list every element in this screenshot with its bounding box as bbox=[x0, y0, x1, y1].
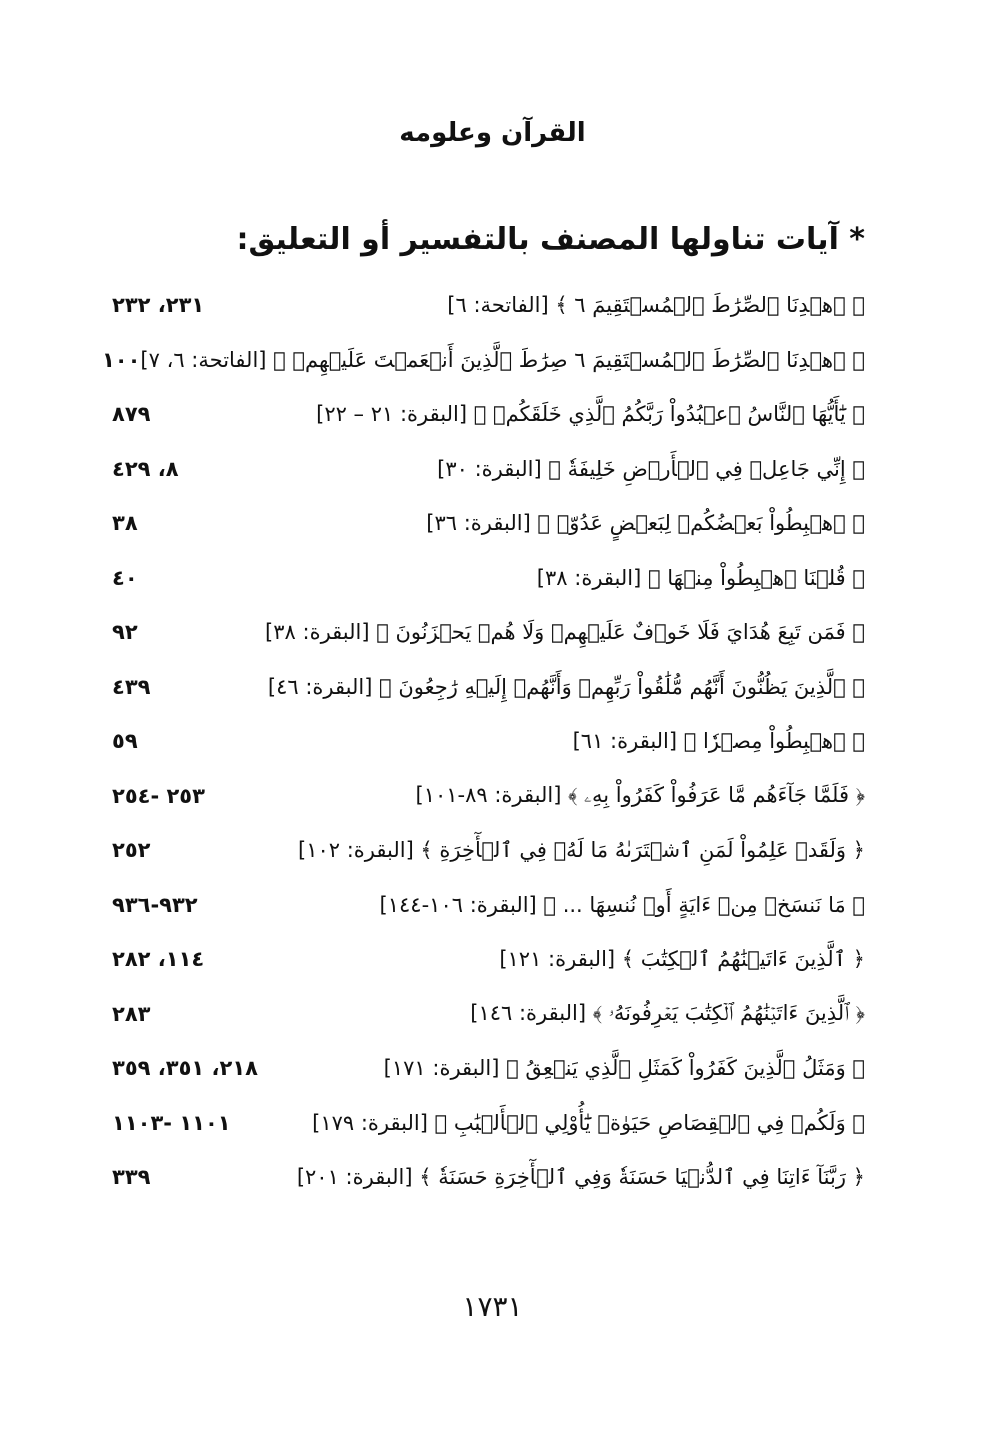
verse-citation: ﴿ ٱهۡدِنَا ٱلصِّرَٰطَ ٱلۡمُسۡتَقِيمَ ٦ ﴾ [الفاتحة: ٦] bbox=[447, 293, 865, 318]
page-references: ١١٤، ٢٨٢ bbox=[112, 947, 205, 972]
verse-index-list bbox=[101, 278, 865, 1205]
index-entry bbox=[112, 496, 865, 551]
index-entry bbox=[112, 714, 865, 769]
verse-citation: ﴿ ٱهۡبِطُواْ مِصۡرٗا ﴾ [البقرة: ٦١] bbox=[572, 729, 865, 754]
index-entry bbox=[112, 442, 865, 497]
page-references: ٤٠ bbox=[112, 565, 138, 590]
page-references: ٣٣٩ bbox=[112, 1165, 151, 1190]
index-entry bbox=[112, 278, 865, 333]
verse-citation: ﴿ فَمَن تَبِعَ هُدَايَ فَلَا خَوۡفٌ عَلَيۡهِمۡ وَلَا هُمۡ يَحۡزَنُونَ ﴾ [البقرة: ٣٨] bbox=[265, 620, 865, 645]
verse-citation: ﴿ رَبَّنَآ ءَاتِنَا فِي ٱلدُّنۡيَا حَسَنَةٗ وَفِي ٱلۡأٓخِرَةِ حَسَنَةٗ ﴾ [البقرة: ٢٠١] bbox=[296, 1165, 865, 1190]
verse-citation: ﴿ قُلۡنَا ٱهۡبِطُواْ مِنۡهَا ﴾ [البقرة: ٣٨] bbox=[536, 565, 865, 590]
verse-citation: ﴿ يَٰٓأَيُّهَا ٱلنَّاسُ ٱعۡبُدُواْ رَبَّكُمُ ٱلَّذِي خَلَقَكُمۡ ﴾ [البقرة: ٢١ – ٢٢] bbox=[316, 402, 865, 427]
verse-citation: ﴿ وَمَثَلُ ٱلَّذِينَ كَفَرُواْ كَمَثَلِ ٱلَّذِي يَنۡعِقُ ﴾ [البقرة: ١٧١] bbox=[383, 1056, 865, 1081]
page-references: ١٠٠ bbox=[101, 347, 141, 372]
verse-citation: ﴿ ٱلَّذِينَ يَظُنُّونَ أَنَّهُم مُّلَٰقُواْ رَبِّهِمۡ وَأَنَّهُمۡ إِلَيۡهِ رَٰجِعُونَ ﴾ [البقرة: ٤٦] bbox=[267, 674, 865, 699]
verse-citation: ﴿ ٱلَّذِينَ ءَاتَيۡنَٰهُمُ ٱلۡكِتَٰبَ ﴾ [البقرة: ١٢١] bbox=[499, 947, 865, 972]
page-references: ٢٣١، ٢٣٢ bbox=[112, 293, 205, 318]
page-references: ٩٢ bbox=[112, 620, 138, 645]
page-references: ٢١٨، ٣٥١، ٣٥٩ bbox=[112, 1056, 258, 1081]
page-references: ٨٧٩ bbox=[112, 402, 151, 427]
index-entry bbox=[112, 1150, 865, 1205]
verse-citation: ﴿ فَلَمَّا جَآءَهُم مَّا عَرَفُواْ كَفَرُواْ بِهِۦ ﴾ [البقرة: ٨٩-١٠١] bbox=[415, 783, 865, 808]
index-entry bbox=[101, 333, 865, 388]
index-entry bbox=[112, 823, 865, 878]
page-references: ٢٥٢ bbox=[112, 838, 151, 863]
page-number: ١٧٣١ bbox=[462, 1290, 523, 1323]
page-references: ٤٣٩ bbox=[112, 674, 151, 699]
verse-citation: ﴿ مَا نَنسَخۡ مِنۡ ءَايَةٍ أَوۡ نُنسِهَا ... ﴾ [البقرة: ١٠٦-١٤٤] bbox=[379, 892, 865, 917]
page-references: ٢٨٣ bbox=[112, 1001, 151, 1026]
index-entry bbox=[112, 387, 865, 442]
running-header: القرآن وعلومه bbox=[399, 118, 586, 148]
verse-citation: ﴿ إِنِّي جَاعِلٞ فِي ٱلۡأَرۡضِ خَلِيفَةٗ ﴾ [البقرة: ٣٠] bbox=[437, 456, 865, 481]
page-references: ١١٠١ -١١٠٣ bbox=[112, 1110, 231, 1135]
verse-citation: ﴿ ٱهۡبِطُواْ بَعۡضُكُمۡ لِبَعۡضٍ عَدُوّٞ ﴾ [البقرة: ٣٦] bbox=[426, 511, 865, 536]
index-entry bbox=[112, 878, 865, 933]
verse-citation: ﴿ وَلَقَدۡ عَلِمُواْ لَمَنِ ٱشۡتَرَىٰهُ مَا لَهُۥ فِي ٱلۡأٓخِرَةِ ﴾ [البقرة: ١٠٢] bbox=[297, 838, 865, 863]
page-references: ٩٣٢-٩٣٦ bbox=[112, 892, 198, 917]
page-references: ٣٨ bbox=[112, 511, 138, 536]
verse-citation: ﴿ ٱهۡدِنَا ٱلصِّرَٰطَ ٱلۡمُسۡتَقِيمَ ٦ صِرَٰطَ ٱلَّذِينَ أَنۡعَمۡتَ عَلَيۡهِمۡ ﴾ [الفاتحة: ٦، ٧] bbox=[140, 347, 865, 372]
index-entry bbox=[112, 769, 865, 824]
index-entry bbox=[112, 551, 865, 606]
verse-citation: ﴿ ٱلَّذِينَ ءَاتَيۡنَٰهُمُ ٱلۡكِتَٰبَ يَعۡرِفُونَهُۥ ﴾ [البقرة: ١٤٦] bbox=[470, 1001, 865, 1026]
index-entry bbox=[112, 1041, 865, 1096]
index-entry bbox=[112, 987, 865, 1042]
index-entry bbox=[112, 932, 865, 987]
index-entry bbox=[112, 605, 865, 660]
index-entry bbox=[112, 660, 865, 715]
page-references: ٢٥٣ -٢٥٤ bbox=[112, 783, 205, 808]
page-references: ٨، ٤٢٩ bbox=[112, 456, 179, 481]
verse-citation: ﴿ وَلَكُمۡ فِي ٱلۡقِصَاصِ حَيَوٰةٞ يَٰٓأُوْلِي ٱلۡأَلۡبَٰبِ ﴾ [البقرة: ١٧٩] bbox=[312, 1110, 865, 1135]
section-heading: * آيات تناولها المصنف بالتفسير أو التعليق: bbox=[236, 222, 865, 257]
index-entry bbox=[112, 1096, 865, 1151]
page-references: ٥٩ bbox=[112, 729, 138, 754]
